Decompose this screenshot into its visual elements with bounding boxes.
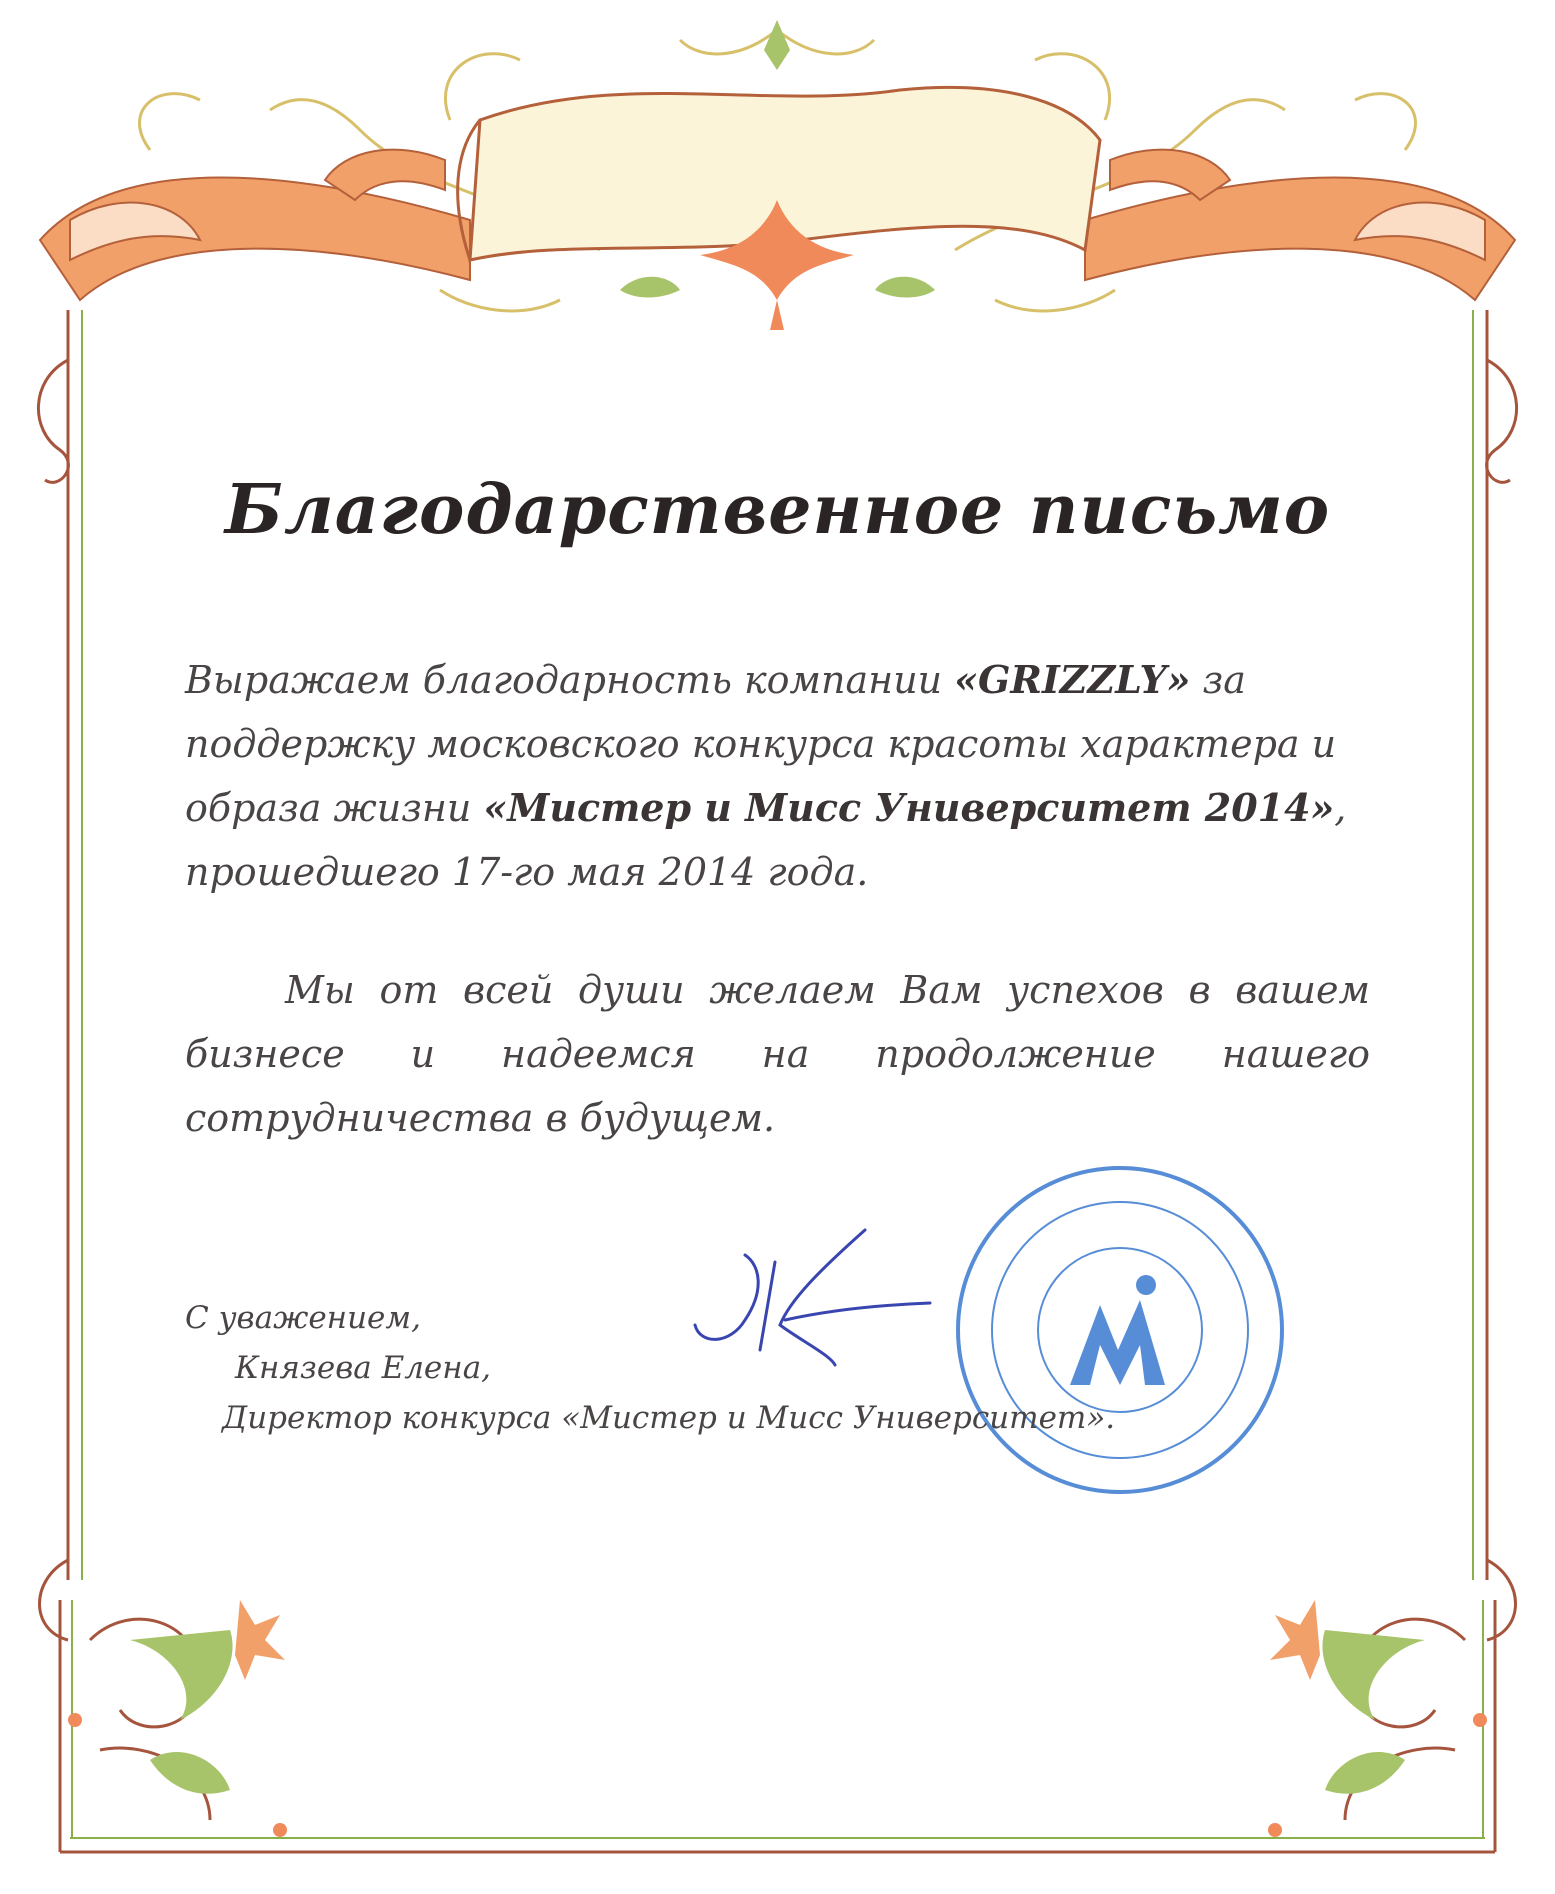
- thanks-text-1: Выражаем благодарность компании: [185, 658, 955, 702]
- thanks-text-2: за поддержку московского конкурса красоты характера и образа жизни: [185, 658, 1337, 830]
- signer-role: Директор конкурса «Мистер и Мисс Университет».: [222, 1400, 1116, 1436]
- thanks-text-3: , прошедшего 17-го мая 2014 года.: [185, 786, 1347, 894]
- closing-line: С уважением,: [185, 1300, 421, 1336]
- company-name: «GRIZZLY»: [954, 657, 1191, 702]
- letter-title: Благодарственное письмо: [224, 470, 1331, 550]
- wishes-paragraph: Мы от всей души желаем Вам успехов в вашем бизнесе и надеемся на продолжение нашего сотрудничества в будущем.: [185, 968, 1370, 1140]
- bottom-left-ornament: [68, 1600, 287, 1837]
- handwritten-signature: [695, 1230, 930, 1365]
- thanks-paragraph: [185, 648, 1370, 904]
- organization-stamp: [958, 1168, 1282, 1492]
- bottom-right-ornament: [1268, 1600, 1487, 1837]
- signer-name: Князева Елена,: [235, 1350, 492, 1386]
- contest-name: «Мистер и Мисс Университет 2014»: [483, 785, 1335, 830]
